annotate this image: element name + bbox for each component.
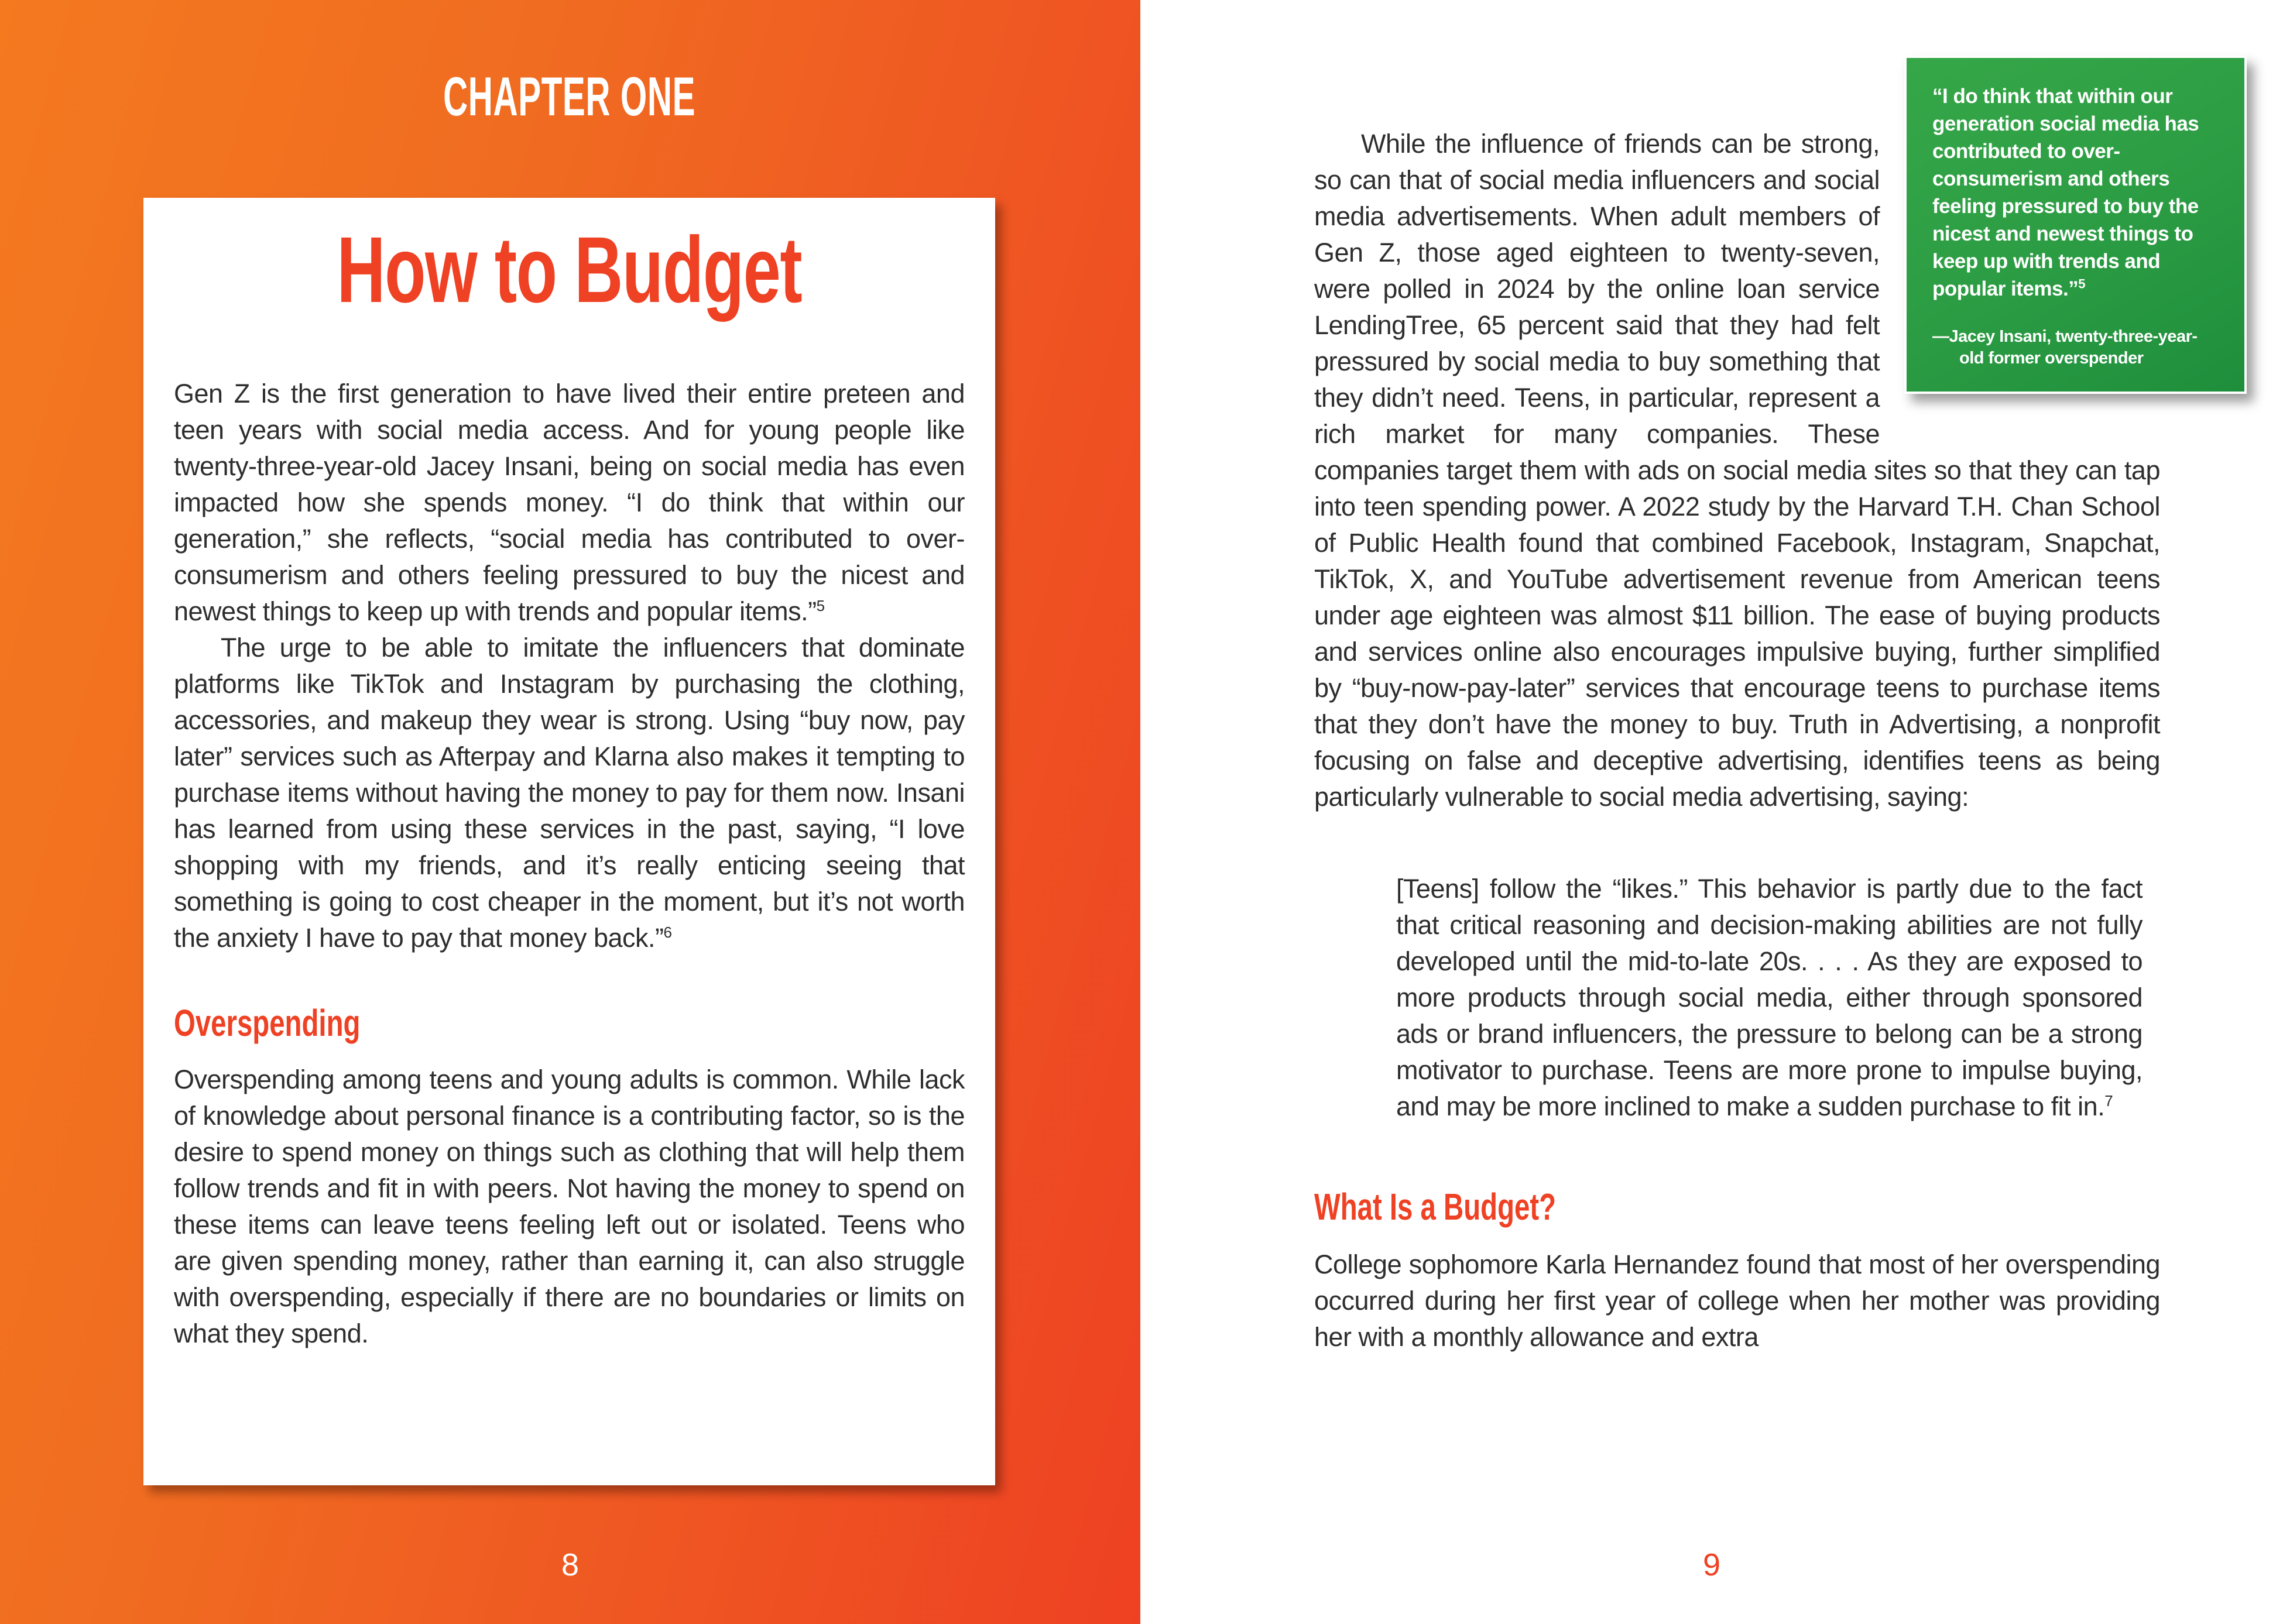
section-heading-overspending (174, 1004, 965, 1042)
paragraph-text: College sophomore Karla Hernandez found that most of her overspending occurred during her first year of college when her mother was providing her with a monthly allowance and extra (1314, 1249, 2160, 1352)
paragraph (174, 376, 965, 630)
section-heading-what-is-a-budget (1314, 1186, 2160, 1228)
section-heading-text: What Is a Budget? (1314, 1186, 1557, 1228)
block-quote-text: [Teens] follow the “likes.” This behavior is partly due to the fact that critical reasoning and decision-making abilities are not fully developed until the mid-to-late 20s. . . . As they are exposed to more products through social media, either through sponsored ads or brand influencers, the pressure to belong can be a strong motivator to purchase. Teens are more prone to impulse buying, and may be more inclined to make a sudden purchase to fit in. (1396, 874, 2143, 1121)
chapter-label-text: CHAPTER ONE (443, 66, 695, 127)
paragraph (174, 630, 965, 956)
section-heading-text: Overspending (174, 1002, 361, 1044)
chapter-title (174, 217, 965, 322)
paragraph-text: The urge to be able to imitate the influencers that dominate platforms like TikTok and Instagram by purchasing the clothing, accessories, and makeup they wear is strong. Using “buy now, pay later” services such as Afterpay and Klarna also makes it tempting to purchase items without having the money to pay for them now. Insani has learned from using these services in the past, saying, “I love shopping with my friends, and it’s really enticing seeing that something is going to cost cheaper in the moment, but it’s not worth the anxiety I have to pay that money back.” (174, 633, 965, 953)
block-quote (1396, 871, 2143, 1125)
pull-quote-box (1904, 56, 2247, 394)
paragraph-text: Gen Z is the first generation to have lived their entire preteen and teen years with social media access. And for young people like twenty-three-year-old Jacey Insani, being on social media has even impacted how she spends money. “I do think that within our generation,” she reflects, “social media has contributed to over-consumerism and others feeling pressured to buy the nicest and newest things to keep up with trends and popular items.” (174, 379, 965, 626)
pull-quote-text: “I do think that within our generation social media has contributed to over-consumerism and others feeling pressured to buy the nicest and newest things to keep up with trends and popular items.” (1932, 85, 2199, 300)
footnote-marker: 5 (2078, 276, 2085, 291)
paragraph-text: While the influence of friends can be strong, so can that of social media influencers and social media advertisements. When adult members of Gen Z, those aged eighteen to twenty-seven, were polled in 2024 by the online loan service LendingTree, 65 percent said that they had felt pressured by social media to buy something that they didn’t need. Teens, in particular, represent a rich market for many companies. These companies target them with ads on social media sites so that they can tap into teen spending power. A 2022 study by the Harvard T.H. Chan School of Public Health found that combined Facebook, Instagram, Snapchat, TikTok, X, and YouTube advertisement revenue from American teens under age eighteen was almost $11 billion. The ease of buying products and services online also encourages impulsive buying, further simplified by “buy-now-pay-later” services that encourage teens to purchase items that they don’t have the money to buy. Truth in Advertising, a nonprofit focusing on false and deceptive advertising, identifies teens as being particularly vulnerable to social media advertising, saying: (1314, 129, 2160, 812)
footnote-marker: 6 (663, 923, 672, 941)
chapter-label (143, 66, 995, 127)
footnote-marker: 7 (2104, 1092, 2113, 1110)
footnote-marker: 5 (816, 597, 825, 614)
paragraph (1314, 1247, 2160, 1355)
pull-quote-attribution: —Jacey Insani, twenty-three-year-old former overspender (1932, 327, 2198, 368)
pull-quote (1932, 83, 2221, 303)
chapter-content-box (143, 198, 995, 1485)
left-page (0, 0, 1140, 1624)
page-number-right: 9 (1702, 1547, 1721, 1582)
right-page (1140, 0, 2283, 1624)
page-number-left: 8 (561, 1547, 580, 1582)
paragraph-text: Overspending among teens and young adults is common. While lack of knowledge about personal finance is a contributing factor, so is the desire to spend money on things such as clothing that will help them follow trends and fit in with peers. Not having the money to spend on these items can leave teens feeling left out or isolated. Teens who are given spending money, rather than earning it, can also struggle with overspending, especially if there are no boundaries or limits on what they spend. (174, 1065, 965, 1348)
chapter-title-text: How to Budget (337, 217, 802, 322)
paragraph (174, 1062, 965, 1352)
